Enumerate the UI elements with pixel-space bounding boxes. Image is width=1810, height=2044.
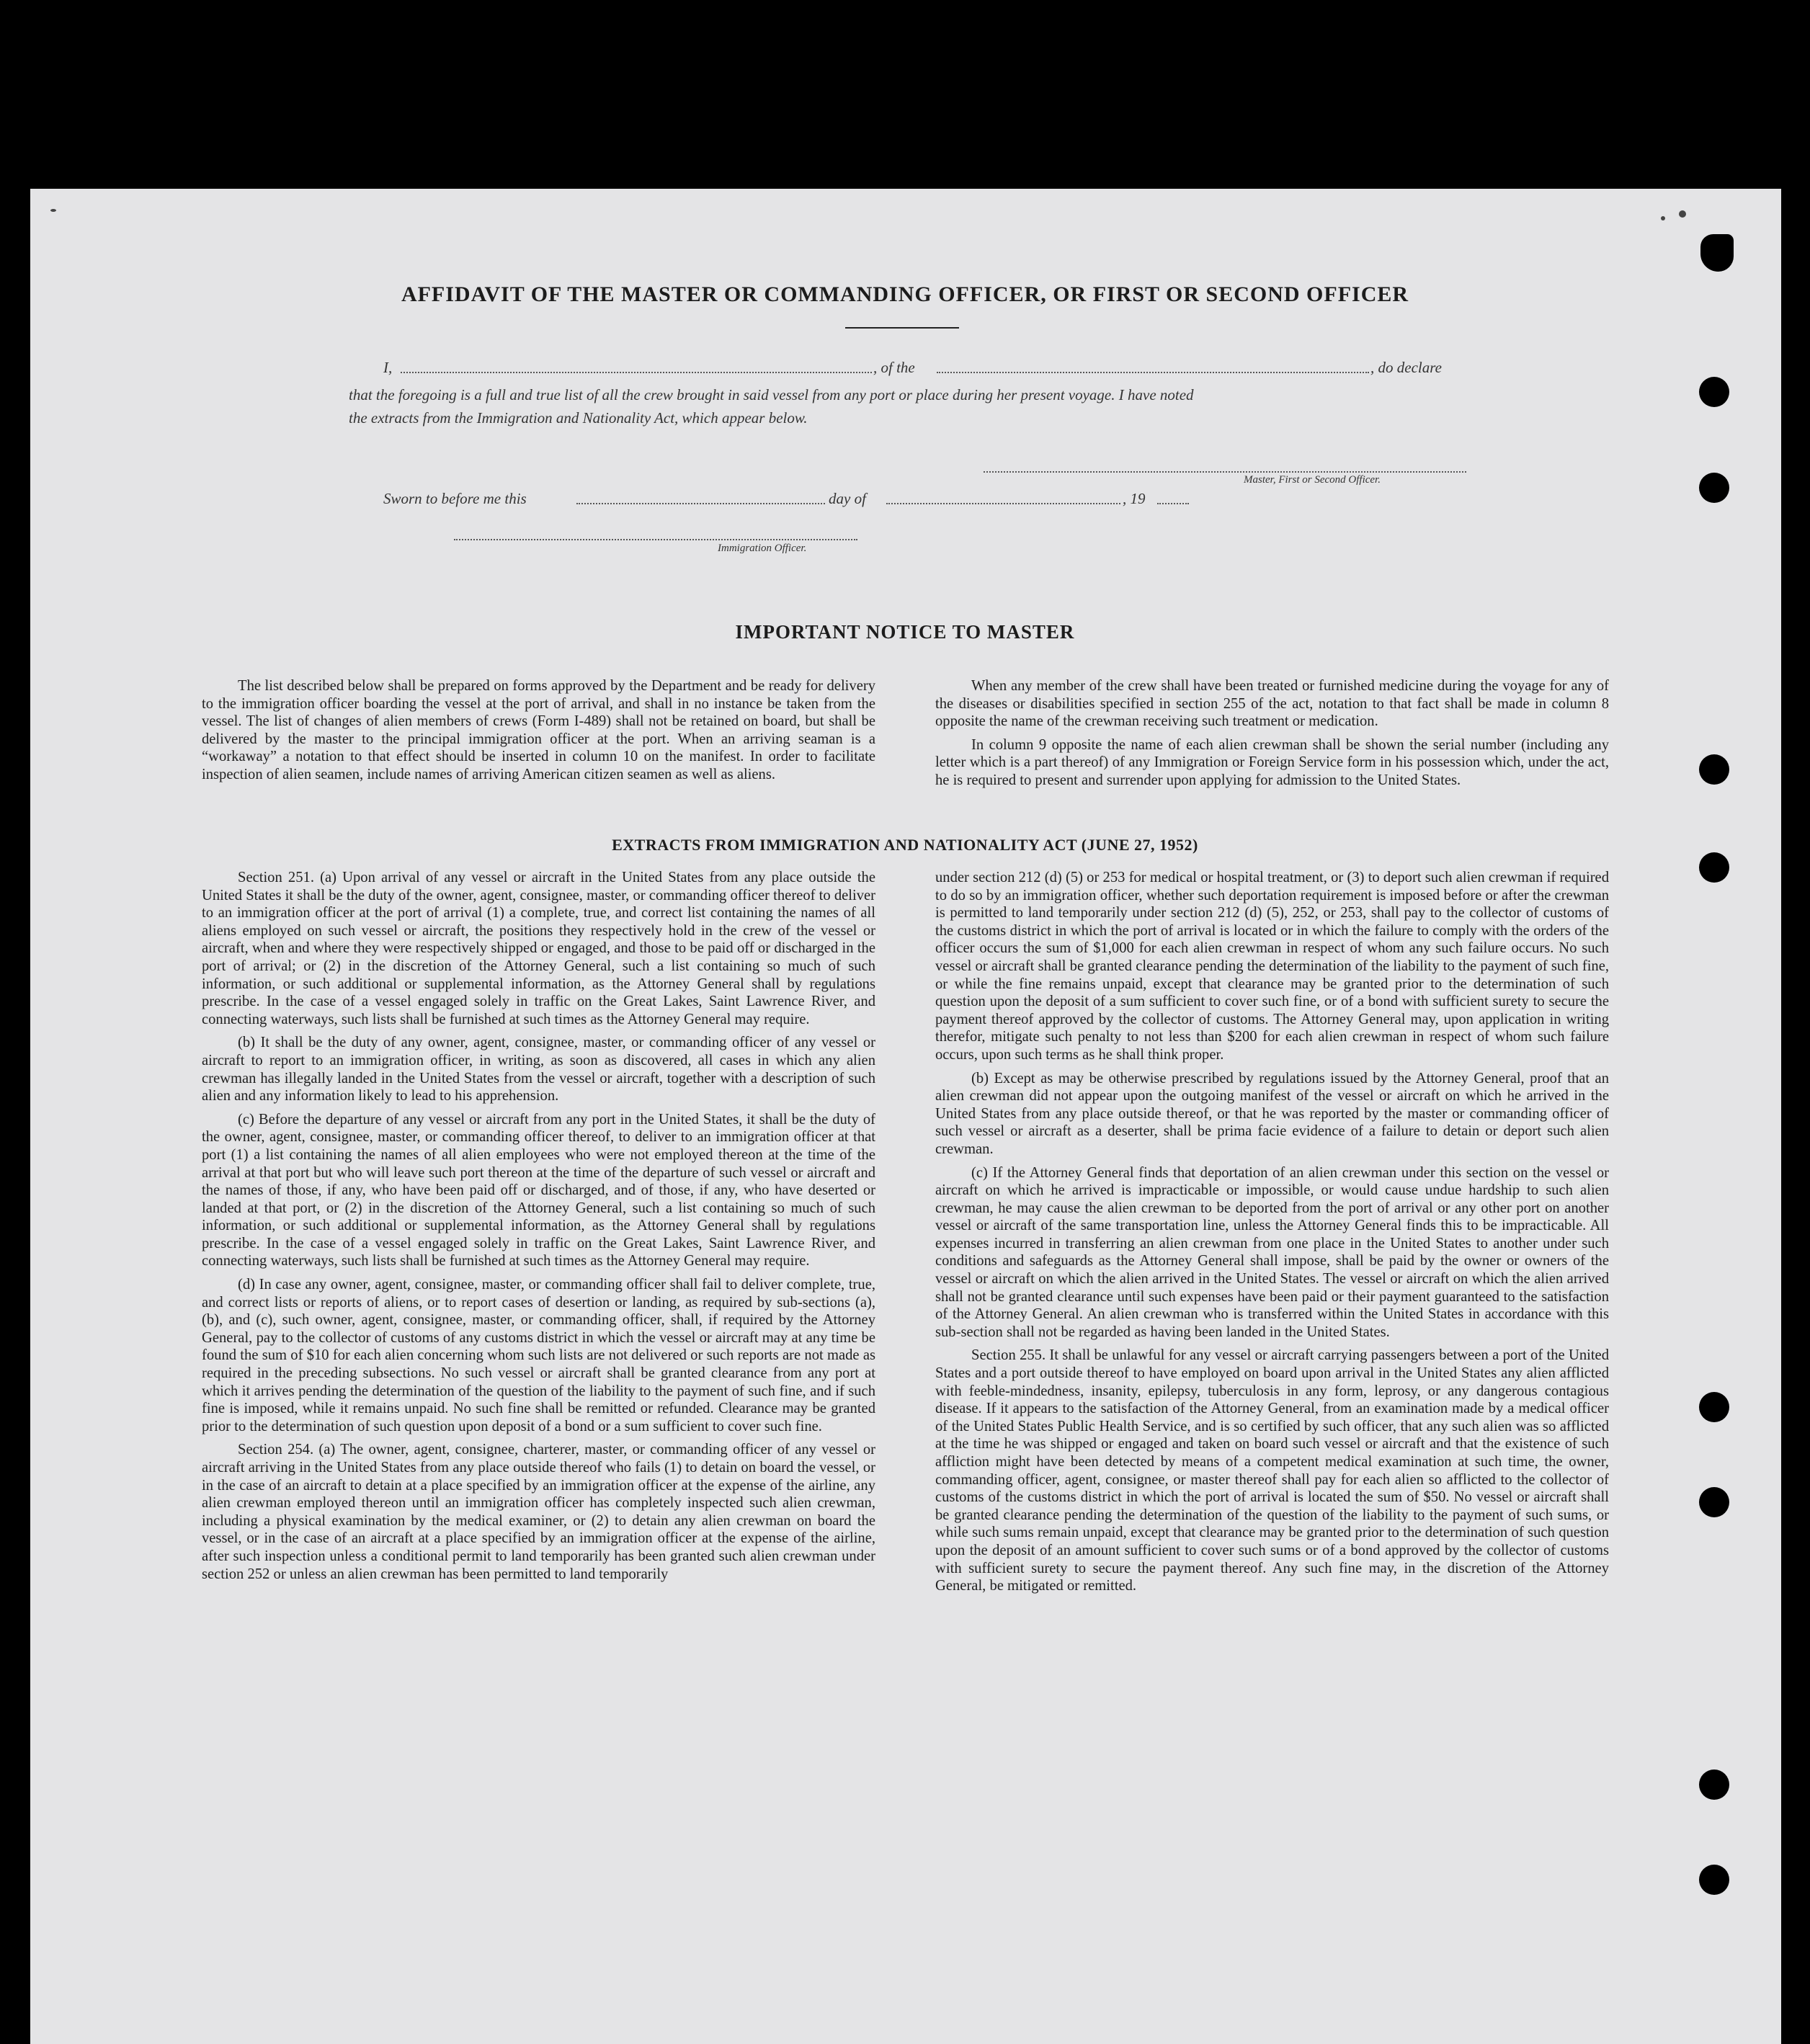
statute-paragraph: (c) Before the departure of any vessel or aircraft from any port in the United States, it shall be the duty of the owner, agent, consignee, master, or commanding officer thereof, to deliver to an immigration officer at that port (1) a list containing the names of all alien employees who were not employed thereon at the time of the arrival at that port but who will leave such port thereon at the time of the departure of such vessel or aircraft and the names of those, if any, who have been paid off or discharged, and of those, if any, who have deserted or landed at that port, or (2) in the discretion of the Attorney General, such a list containing so much of such information, or such additional or supplemental information, as the Attorney General shall by regulations prescribe. In the case of a vessel engaged solely in traffic on the Great Lakes, Saint Lawrence River, and connecting waterways, such lists shall be furnished at such times as the Attorney General may require. <box>202 1111 875 1269</box>
torn-corner-mark <box>1700 234 1734 272</box>
notice-paragraph: When any member of the crew shall have been treated or furnished medicine during the voyage for any of the diseases or disabilities specified in section 255 of the act, notation to that fact shall be made in column 8 opposite the name of the crewman receiving such treatment or medication. <box>935 678 1609 730</box>
binder-hole <box>1699 473 1729 503</box>
immigration-officer-signature-field[interactable] <box>454 539 857 540</box>
notice-left-column <box>202 677 875 790</box>
master-signature-caption: Master, First or Second Officer. <box>1244 474 1381 486</box>
statute-paragraph: (d) In case any owner, agent, consignee, master, or commanding officer shall fail to deliver complete, true, and correct lists or reports of aliens, or to report cases of desertion or landing, as required by sub-sections (a), (b), and (c), such owner, agent, consignee, master, or commanding officer, shall, if required by the Attorney General, pay to the collector of customs of any customs district in which the vessel or aircraft may at any time be found the sum of $10 for each alien concerning whom such lists are not delivered or such reports are not made as required in the preceding subsections. No such vessel or aircraft shall be granted clearance from any port at which it arrives pending the determination of the question of the liability to the payment of such fine, and if such fine is imposed, while it remains unpaid. No such fine shall be remitted or refunded. Clearance may be granted prior to the determination of such question upon deposit of a bond or a sum sufficient to cover such fine. <box>202 1277 875 1434</box>
year-label: , 19 <box>1123 490 1146 507</box>
day-of-label: day of <box>829 490 866 507</box>
extracts-right-column <box>935 869 1609 1601</box>
extracts-left-column <box>202 869 875 1589</box>
statute-paragraph: (b) It shall be the duty of any owner, agent, consignee, master, or commanding officer of any vessel or aircraft to report to an immigration officer, in writing, as soon as discovered, all cases in which any alien crewman has illegally landed in the United States from the vessel or aircraft, together with a description of such alien and any information likely to lead to his apprehension. <box>202 1035 875 1104</box>
notice-right-column <box>935 677 1609 795</box>
notice-paragraph: In column 9 opposite the name of each alien crewman shall be shown the serial number (including any letter which is a part thereof) of any Immigration or Foreign Service form in his possession which, under the act, he is required to present and surrender upon applying for admission to the United States. <box>935 736 1609 788</box>
vessel-name-field[interactable] <box>937 372 1369 373</box>
speck <box>1661 216 1665 220</box>
notice-title: IMPORTANT NOTICE TO MASTER <box>735 621 1075 643</box>
binder-hole <box>1699 377 1729 407</box>
binder-hole <box>1699 1769 1729 1800</box>
binder-hole <box>1699 1487 1729 1517</box>
statute-paragraph: (c) If the Attorney General finds that deportation of an alien crewman under this section on the vessel or aircraft on which he arrived is impracticable or impossible, or would cause undue hardship to such alien crewman, he may cause the alien crewman to be deported from the port of arrival or any other port on another vessel or aircraft of the same transportation line, unless the Attorney General finds this to be impracticable. All expenses incurred in transferring an alien crewman from one place in the United States to another under such conditions and safeguards as the Attorney General shall impose, shall be paid by the owner or owners of the vessel or aircraft on which the alien arrived in the United States. The vessel or aircraft on which the alien arrived shall not be granted clearance until such expenses have been paid or their payment guaranteed to the satisfaction of the Attorney General. An alien crewman who is transferred within the United States in accordance with this sub-section shall not be regarded as having been landed in the United States. <box>935 1164 1609 1340</box>
declaration-line-2: that the foregoing is a full and true list of all the crew brought in said vessel from any port or place during her present voyage. I have noted <box>349 386 1194 403</box>
immigration-officer-caption: Immigration Officer. <box>718 543 807 554</box>
declarant-name-field[interactable] <box>401 372 872 373</box>
master-signature-field[interactable] <box>984 471 1466 473</box>
extracts-title: EXTRACTS FROM IMMIGRATION AND NATIONALITY ACT (JUNE 27, 1952) <box>612 836 1198 854</box>
affidavit-title: AFFIDAVIT OF THE MASTER OR COMMANDING OFFICER, OR FIRST OR SECOND OFFICER <box>401 282 1409 306</box>
statute-paragraph: under section 212 (d) (5) or 253 for medical or hospital treatment, or (3) to deport such alien crewman if required to do so by an immigration officer, whether such deportation requirement is imposed before or after the crewman is permitted to land temporarily under section 212 (d) (5), 252, or 253, shall pay to the collector of customs of the customs district in which the port of arrival is located or in which the failure to comply with the orders of the officer occurs the sum of $1,000 for each alien crewman in respect of whom any such failure occurs. No such vessel or aircraft shall be granted clearance pending the determination of the liability to the payment of such fine, or while the fine remains unpaid, except that clearance may be granted prior to the determination of such question upon the deposit of a sum sufficient to cover such fine, or of a bond with sufficient surety to secure the payment thereof approved by the collector of customs. The Attorney General may, upon application in writing therefor, mitigate such penalty to not less than $200 for each alien crewman in respect of whom such failure occurs, upon such terms as he shall think proper. <box>935 870 1609 1063</box>
statute-paragraph: Section 255. It shall be unlawful for any vessel or aircraft carrying passengers between a port of the United States and a port outside thereof to have employed on board upon arrival in the United States any alien afflicted with feeble-mindedness, insanity, epilepsy, tuberculosis in any form, leprosy, or any dangerous contagious disease. If it appears to the satisfaction of the Attorney General, from an examination made by a medical officer of the United States Public Health Service, and is so certified by such officer, that any such alien was so afflicted at the time he was shipped or engaged and taken on board such vessel or aircraft and that the existence of such affliction might have been detected by means of a competent medical examination at such time, the owner, commanding officer, agent, consignee, or master thereof shall pay for each alien so afflicted to the collector of customs of the customs district in which the port of arrival is located the sum of $50. No vessel or aircraft shall be granted clearance pending the determination of the question of the liability to the payment of such sums, or while such sums remain unpaid, except that clearance may be granted prior to the determination of such question upon the deposit of an amount sufficient to cover such sums or of a bond approved by the collector of customs with sufficient surety to secure the payment thereof. Any such fine may, in the discretion of the Attorney General, be mitigated or remitted. <box>935 1347 1609 1594</box>
sworn-month-field[interactable] <box>886 503 1120 504</box>
speck <box>1679 210 1686 218</box>
statute-paragraph: Section 251. (a) Upon arrival of any vessel or aircraft in the United States from any place outside the United States it shall be the duty of the owner, agent, consignee, master, or commanding officer thereof to deliver to an immigration officer at the port of arrival (1) a complete, true, and correct list containing the names of all aliens employed on such vessel or aircraft, the positions they respectively hold in the crew of the vessel or aircraft, when and where they were respectively shipped or engaged, and those to be paid off or discharged in the port of arrival; or (2) in the discretion of the Attorney General, such a list containing so much of such information, or such additional or supplemental information, as the Attorney General shall by regulations prescribe. In the case of a vessel engaged solely in traffic on the Great Lakes, Saint Lawrence River, and connecting waterways, such lists shall be furnished at such times as the Attorney General may require. <box>202 870 875 1027</box>
binder-hole <box>1699 852 1729 883</box>
statute-paragraph: Section 254. (a) The owner, agent, consignee, charterer, master, or commanding officer of any vessel or aircraft arriving in the United States from any place outside thereof who fails (1) to detain on board the vessel, or in the case of an aircraft to detain at a place specified by an immigration officer at the expense of the airline, any alien crewman employed thereon until an immigration officer has completely inspected such alien crewman, including a physical examination by the medical examiner, or (2) to detain any alien crewman on board the vessel, or in the case of an aircraft at a place specified by an immigration officer at the expense of the airline, after such inspection unless a conditional permit to land temporarily has been granted such alien crewman under section 252 or unless an alien crewman has been permitted to land temporarily <box>202 1442 875 1582</box>
sworn-day-field[interactable] <box>576 503 825 504</box>
of-the-label: , of the <box>873 359 915 376</box>
declaration-line-3: the extracts from the Immigration and Nationality Act, which appear below. <box>349 409 808 427</box>
title-underline <box>845 327 959 329</box>
declarant-prefix: I, <box>383 359 393 376</box>
binder-hole <box>1699 754 1729 785</box>
binder-hole <box>1699 1865 1729 1895</box>
binder-hole <box>1699 1392 1729 1422</box>
speck <box>50 209 56 212</box>
sworn-year-field[interactable] <box>1157 503 1189 504</box>
declare-label: , do declare <box>1370 359 1442 376</box>
sworn-label: Sworn to before me this <box>383 490 527 507</box>
statute-paragraph: (b) Except as may be otherwise prescribed by regulations issued by the Attorney General, proof that an alien crewman did not appear upon the outgoing manifest of the vessel or aircraft on which he arrived in the United States from any place outside thereof, or that he was reported by the master or commanding officer of such vessel or aircraft as a deserter, shall be prima facie evidence of a failure to detain or deport such alien crewman. <box>935 1070 1609 1157</box>
notice-paragraph: The list described below shall be prepared on forms approved by the Department and be ready for delivery to the immigration officer boarding the vessel at the port of arrival, and shall in no instance be taken from the vessel. The list of changes of alien members of crews (Form I-489) shall not be retained on board, but shall be delivered by the master to the principal immigration officer at the port. When an arriving seaman is a “workaway” a notation to that effect should be inserted in column 10 on the manifest. In order to facilitate inspection of alien seamen, include names of arriving American citizen seamen as well as aliens. <box>202 678 875 782</box>
